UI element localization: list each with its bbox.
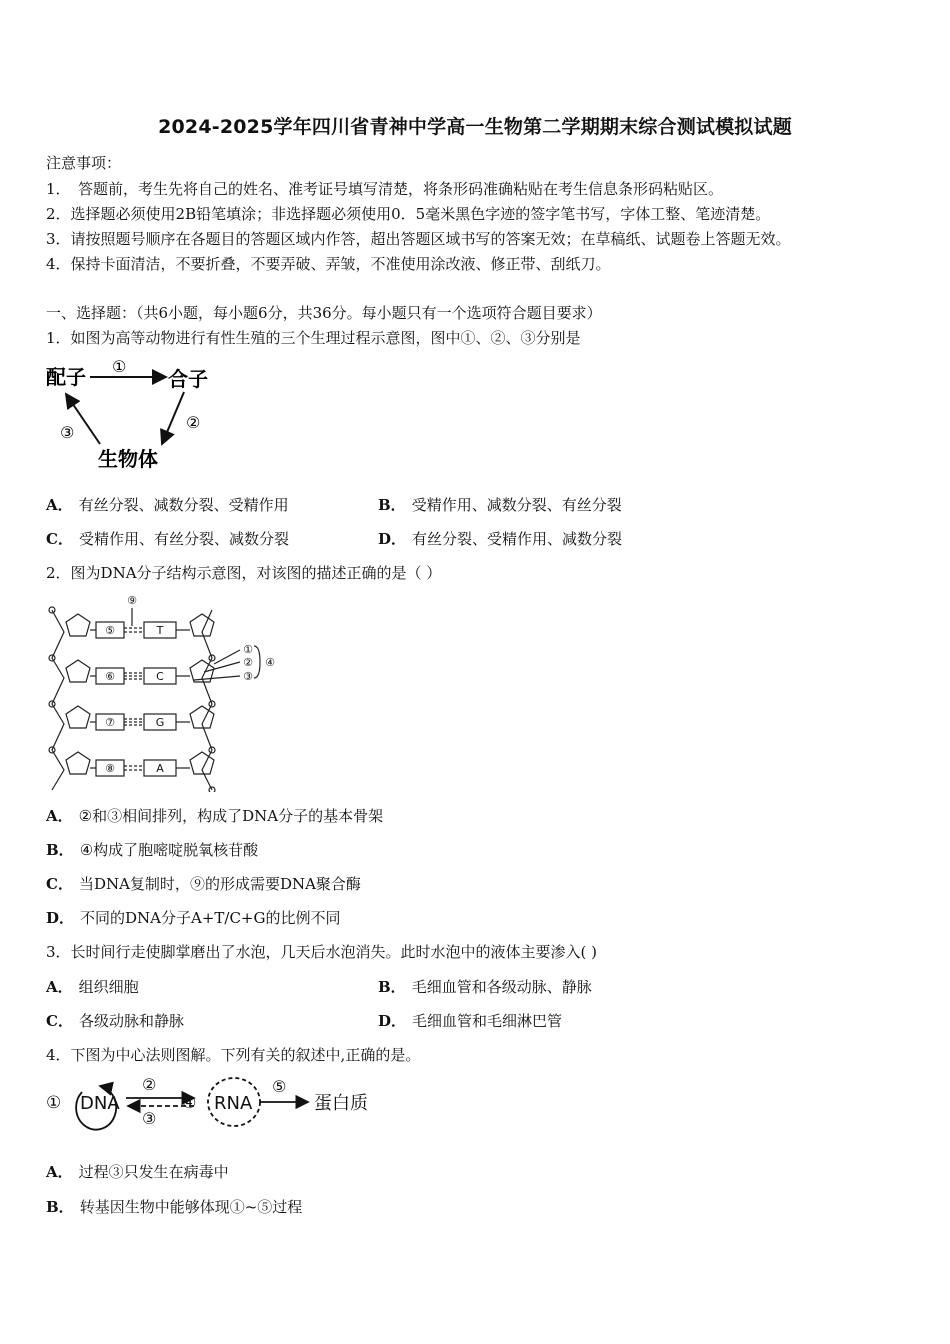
q3-option-b-key: B． <box>378 978 406 996</box>
q2-option-d-text: 不同的DNA分子A+T/C+G的比例不同 <box>80 909 341 927</box>
q4-option-a[interactable] <box>46 1161 229 1182</box>
q3-option-a-text: 组织细胞 <box>78 978 139 996</box>
q4-central-dogma-diagram <box>44 1072 384 1132</box>
notice-heading: 注意事项： <box>46 154 122 172</box>
q2-option-a-text: ②和③相间排列，构成了DNA分子的基本骨架 <box>78 807 384 825</box>
q1-option-b-text: 受精作用、减数分裂、有丝分裂 <box>411 496 622 514</box>
q3-option-c-text: 各级动脉和静脉 <box>78 1012 184 1030</box>
q2-left-sugar-3 <box>66 706 90 728</box>
q4-protein: 蛋白质 <box>314 1093 368 1114</box>
q4-label-5: ⑤ <box>272 1077 287 1096</box>
q3-option-d[interactable] <box>378 1010 562 1031</box>
q2-base-5: ⑤ <box>105 624 115 637</box>
q2-base-8: ⑧ <box>105 762 115 775</box>
q3-option-c-key: C． <box>46 1012 73 1030</box>
q4-option-b[interactable] <box>46 1196 302 1217</box>
q1-option-a-key: A． <box>46 496 73 514</box>
q1-node-gamete: 配子 <box>46 365 86 389</box>
q4-label-4: ④ <box>182 1093 197 1112</box>
q1-node-organism: 生物体 <box>98 447 158 471</box>
q2-option-a[interactable] <box>46 805 383 826</box>
q2-base-c: C <box>156 670 164 683</box>
q1-option-c-text: 受精作用、有丝分裂、减数分裂 <box>78 530 289 548</box>
q2-label-4: ④ <box>265 656 275 669</box>
q2-label-1: ① <box>243 643 253 656</box>
q2-left-sugar-4 <box>66 752 90 774</box>
q2-option-b-text: ④构成了胞嘧啶脱氧核苷酸 <box>79 841 259 859</box>
q1-stem: 1．如图为高等动物进行有性生殖的三个生理过程示意图，图中①、②、③分别是 <box>46 329 581 347</box>
q2-option-d-key: D． <box>46 909 75 927</box>
q1-label-2: ② <box>186 413 201 432</box>
q1-arrow-2 <box>162 392 184 444</box>
q1-option-c[interactable] <box>46 528 289 549</box>
q1-option-d[interactable] <box>378 528 622 549</box>
q2-base-g: G <box>155 716 165 729</box>
q4-label-1: ① <box>46 1093 62 1113</box>
q2-label-3: ③ <box>243 670 253 683</box>
q2-option-b-key: B． <box>46 841 74 859</box>
q3-option-c[interactable] <box>46 1010 184 1031</box>
q4-rna: RNA <box>214 1093 253 1114</box>
notice-item-4: 4．保持卡面清洁，不要折叠，不要弄破、弄皱，不准使用涂改液、修正带、刮纸刀。 <box>46 255 611 273</box>
notice-item-1: 1． 答题前，考生先将自己的姓名、准考证号填写清楚，将条形码准确粘贴在考生信息条形码粘贴区。 <box>46 180 724 198</box>
page-title: 2024-2025学年四川省青神中学高一生物第二学期期末综合测试模拟试题 <box>158 116 792 138</box>
q3-option-d-key: D． <box>378 1012 407 1030</box>
q2-dna-diagram <box>44 592 284 792</box>
q2-option-b[interactable] <box>46 839 258 860</box>
q2-base-6: ⑥ <box>105 670 115 683</box>
notice-item-2: 2．选择题必须使用2B铅笔填涂；非选择题必须使用0．5毫米黑色字迹的签字笔书写，字体工整、笔迹清楚。 <box>46 205 771 223</box>
q2-base-7: ⑦ <box>105 716 115 729</box>
q4-stem: 4．下图为中心法则图解。下列有关的叙述中,正确的是。 <box>46 1046 421 1064</box>
q1-option-a-text: 有丝分裂、减数分裂、受精作用 <box>78 496 289 514</box>
q1-option-a[interactable] <box>46 494 289 515</box>
q4-option-b-key: B． <box>46 1198 74 1216</box>
q1-option-c-key: C． <box>46 530 73 548</box>
q1-label-1: ① <box>112 357 127 376</box>
q3-option-a-key: A． <box>46 978 73 996</box>
q4-option-a-text: 过程③只发生在病毒中 <box>78 1163 229 1181</box>
q1-node-zygote: 合子 <box>168 367 208 391</box>
notice-item-3: 3．请按照题号顺序在各题目的答题区域内作答，超出答题区域书写的答案无效；在草稿纸、试题卷上答题无效。 <box>46 230 791 248</box>
q3-option-d-text: 毛细血管和毛细淋巴管 <box>412 1012 563 1030</box>
q3-option-a[interactable] <box>46 976 139 997</box>
q3-stem: 3．长时间行走使脚掌磨出了水泡，几天后水泡消失。此时水泡中的液体主要渗入( ) <box>46 943 598 961</box>
q2-option-c-key: C． <box>46 875 73 893</box>
q2-stem: 2．图为DNA分子结构示意图，对该图的描述正确的是（ ） <box>46 564 442 582</box>
q2-option-d[interactable] <box>46 907 341 928</box>
q2-right-backbone <box>202 610 212 790</box>
q2-option-a-key: A． <box>46 807 73 825</box>
q1-option-d-text: 有丝分裂、受精作用、减数分裂 <box>412 530 623 548</box>
q1-option-b-key: B． <box>378 496 406 514</box>
q2-base-t: T <box>156 624 164 637</box>
q1-label-3: ③ <box>60 423 75 442</box>
q2-left-backbone <box>52 610 64 790</box>
q4-dna: DNA <box>80 1093 120 1114</box>
q1-option-b[interactable] <box>378 494 622 515</box>
q3-option-b-text: 毛细血管和各级动脉、静脉 <box>411 978 592 996</box>
section-heading: 一、选择题：（共6小题，每小题6分，共36分。每小题只有一个选项符合题目要求） <box>46 304 602 322</box>
q1-option-d-key: D． <box>378 530 407 548</box>
q2-left-sugar-1 <box>66 614 90 636</box>
q2-label-2: ② <box>243 656 253 669</box>
q2-left-sugar-2 <box>66 660 90 682</box>
q2-label-9: ⑨ <box>127 594 137 607</box>
q2-option-c-text: 当DNA复制时，⑨的形成需要DNA聚合酶 <box>78 875 361 893</box>
q1-cycle-diagram <box>44 356 224 472</box>
q2-option-c[interactable] <box>46 873 361 894</box>
q2-base-a: A <box>156 762 164 775</box>
q4-label-2: ② <box>142 1075 157 1094</box>
q4-option-a-key: A． <box>46 1163 73 1181</box>
q4-option-b-text: 转基因生物中能够体现①~⑤过程 <box>79 1198 303 1216</box>
q4-label-3: ③ <box>142 1109 157 1128</box>
q3-option-b[interactable] <box>378 976 592 997</box>
